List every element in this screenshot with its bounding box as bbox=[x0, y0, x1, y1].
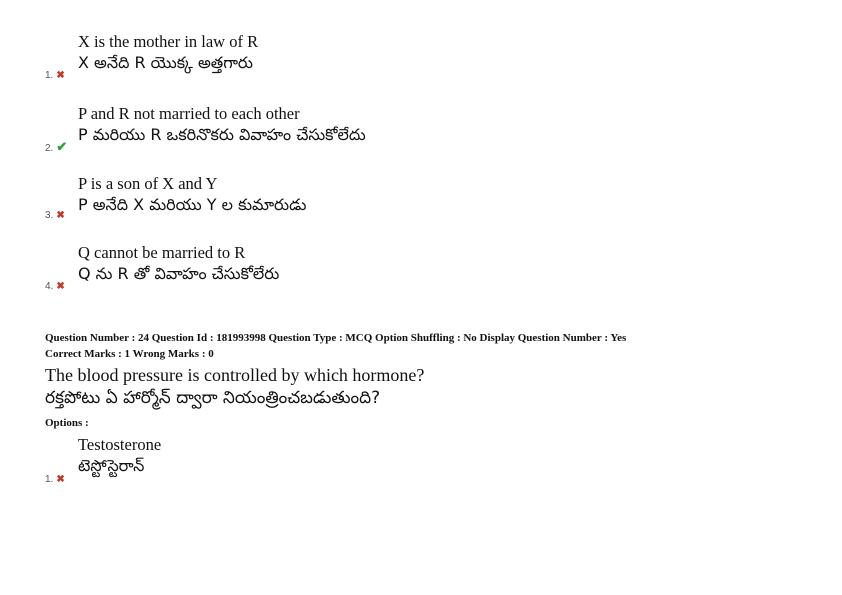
option-number: 2. ✔ bbox=[45, 139, 68, 154]
option-text-en: Q cannot be married to R bbox=[78, 243, 246, 262]
option-text-te: Q ను R తో వివాహం చేసుకోలేరు bbox=[78, 264, 280, 283]
question-meta: Question Number : 24 Question Id : 181993998 Question Type : MCQ Option Shuffling : No Display Question Number : Yes bbox=[45, 332, 627, 344]
option-text-en: Testosterone bbox=[78, 435, 162, 454]
question-text-te: రక్తపోటు ఏ హార్మోన్ ద్వారా నియంత్రించబడుతుంది? bbox=[45, 388, 381, 408]
check-mark-icon: ✔ bbox=[56, 139, 68, 154]
option-text-te: P మరియు R ఒకరినొకరు వివాహం చేసుకోలేదు bbox=[78, 125, 366, 144]
option-number: 1. ✖ bbox=[45, 70, 65, 81]
option-text-te: P అనేది X మరియు Y ల కుమారుడు bbox=[78, 195, 307, 214]
marks-meta: Correct Marks : 1 Wrong Marks : 0 bbox=[45, 348, 214, 360]
wrong-mark-icon: ✖ bbox=[56, 210, 65, 221]
option-text-en: P is a son of X and Y bbox=[78, 174, 218, 193]
option-number: 3. ✖ bbox=[45, 210, 65, 221]
option-text-te: టెస్టోస్టెరాన్ bbox=[78, 456, 145, 475]
options-label: Options : bbox=[45, 417, 89, 429]
option-number: 1. ✖ bbox=[45, 474, 65, 485]
question-text-en: The blood pressure is controlled by which hormone? bbox=[45, 365, 425, 385]
option-number: 4. ✖ bbox=[45, 281, 65, 292]
option-text-te: X అనేది R యొక్క అత్తగారు bbox=[78, 53, 253, 72]
wrong-mark-icon: ✖ bbox=[56, 281, 65, 292]
wrong-mark-icon: ✖ bbox=[56, 474, 65, 485]
option-text-en: X is the mother in law of R bbox=[78, 32, 259, 51]
option-text-en: P and R not married to each other bbox=[78, 104, 300, 123]
wrong-mark-icon: ✖ bbox=[56, 70, 65, 81]
